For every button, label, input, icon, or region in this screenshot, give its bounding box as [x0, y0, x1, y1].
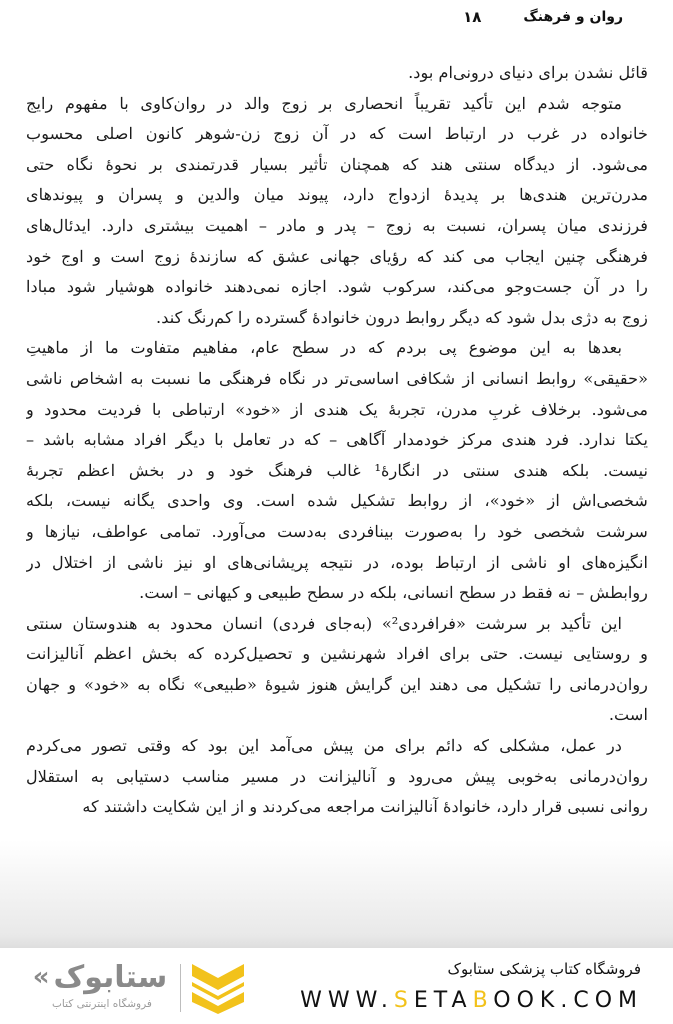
running-header: [463, 8, 623, 26]
running-title: روان و فرهنگ: [523, 9, 623, 25]
text-line: بعدها به این موضوع پی بردم که در سطح عام، مفاهیم متفاوت ما از ماهیتِ: [26, 338, 622, 358]
text-line: روانی نسبی قرار دارد، خانوادهٔ آنالیزانت مراجعه می‌کردند و از این شکایت داشتند که: [82, 797, 648, 817]
text-line: انگیزه‌های او ناشی از ارتباط بوده، در نتیجه پریشانی‌های او نیز ناشی از اختلال در: [26, 552, 648, 572]
text-line: فرهنگی چنین ایجاب می کند که رؤیای جهانی عشق که سازندهٔ زوج است و اوج خود: [26, 246, 648, 266]
url-part: OOK.COM: [493, 988, 643, 1013]
text-line: شخصی‌اش از «خود»، از روابط تشکیل شده است. وی واحدی یگانه نیست، بلکه: [26, 491, 648, 511]
logo-wordmark: [30, 958, 170, 996]
url-part: ETA: [413, 988, 473, 1013]
text-line: زوج به دژی بدل شود که دیگر روابط درون خانوادهٔ گسترده را کم‌رنگ کند.: [156, 307, 648, 327]
shop-name: فروشگاه کتاب پزشکی ستابوک: [447, 960, 641, 978]
text-line: قائل نشدن برای دنیای درونی‌ام بود.: [408, 63, 648, 82]
text-line: مدرن‌ترین هندی‌ها بر پدیدهٔ ازدواج دارد، پیوند میان والدین و پسران و پیوندهای: [26, 185, 648, 205]
text-line: خانواده در غرب در ارتباط است که در آن زوج زن-شوهر کانون اصلی محسوب: [26, 124, 648, 144]
url-accent-letter: S: [393, 988, 414, 1013]
text-line: یکتا ندارد. فرد هندی مرکز خودمدار آگاهی – که در تعامل با دیگر افراد مشابه باشد –: [26, 430, 648, 450]
logo-tagline: فروشگاه اینترنتی کتاب: [52, 998, 152, 1010]
double-chevron-icon: «: [32, 962, 50, 992]
text-line: «حقیقی» روابط انسانی از شکافی اساسی‌تر در نگاه فرهنگی ما نسبت به اشخاص ناشی: [26, 368, 648, 388]
shop-url[interactable]: [300, 988, 643, 1013]
text-line: روابطش – نه فقط در سطح انسانی، بلکه در سطح طبیعی و کیهانی – است.: [139, 583, 648, 603]
text-line: نیست. بلکه هندی سنتی در انگارهٔ¹ غالب فرهنگ خود و در بخش اعظم تجربهٔ: [26, 460, 648, 480]
text-line: و روستایی نیست. حتی برای افراد شهرنشین و تحصیل‌کرده که بخش اعظم آنالیزانت: [26, 644, 648, 664]
body-text: [26, 58, 648, 823]
text-line: را در آن جست‌وجو می‌کند، سرکوب شود. اجازه نمی‌دهند خانواده هوشیار شود مبادا: [26, 277, 648, 297]
chevron-emblem-icon: [190, 962, 246, 1014]
url-accent-letter: B: [472, 988, 494, 1013]
text-line: روان‌درمانی را تشکیل می دهند این گرایش هنوز شیوهٔ «طبیعی» نگاه به «خود» و جهان: [26, 674, 648, 694]
text-line: فرزندی میان پسران، نسبت به زوج – پدر و مادر – اهمیت بیشتری دارد. ایدئال‌های: [26, 215, 648, 235]
text-line: است.: [608, 705, 648, 725]
text-line: متوجه شدم این تأکید تقریباً انحصاری بر زوج والد در روان‌کاوی با مفهوم رایج: [26, 93, 622, 113]
logo-wordmark-text: ستابوک: [53, 959, 168, 995]
text-line: می‌شود. برخلاف غربِ مدرن، تجربهٔ یک هندی از «خود» ارتباطی با فردیت محدود و: [26, 399, 648, 419]
text-line: سرشت شخصی خود را به‌صورت بینافردی به‌دست می‌آورد. تمامی عواطف، نیازها و: [26, 521, 648, 541]
text-line: در عمل، مشکلی که دائم برای من پیش می‌آمد این بود که وقتی تصور می‌کردم: [26, 736, 622, 756]
page-number: ۱۸: [463, 8, 482, 26]
text-line: این تأکید بر سرشت «فرافردی²» (به‌جای فردی) انسان محدود به هندوستان سنتی: [26, 613, 622, 633]
setabook-logo[interactable]: [30, 958, 260, 1018]
url-part: WWW.: [300, 988, 394, 1013]
publisher-banner: [0, 948, 673, 1024]
logo-divider: [180, 964, 181, 1012]
text-line: می‌شود. از دیدگاه سنتی هند که همچنان تأثیر بسیار قدرتمندی بر نحوهٔ نگاه حتی: [26, 154, 648, 174]
text-line: روان‌درمانی به‌خوبی پیش می‌رود و آنالیزانت در مسیر مناسب دستیابی به استقلال: [26, 766, 648, 786]
